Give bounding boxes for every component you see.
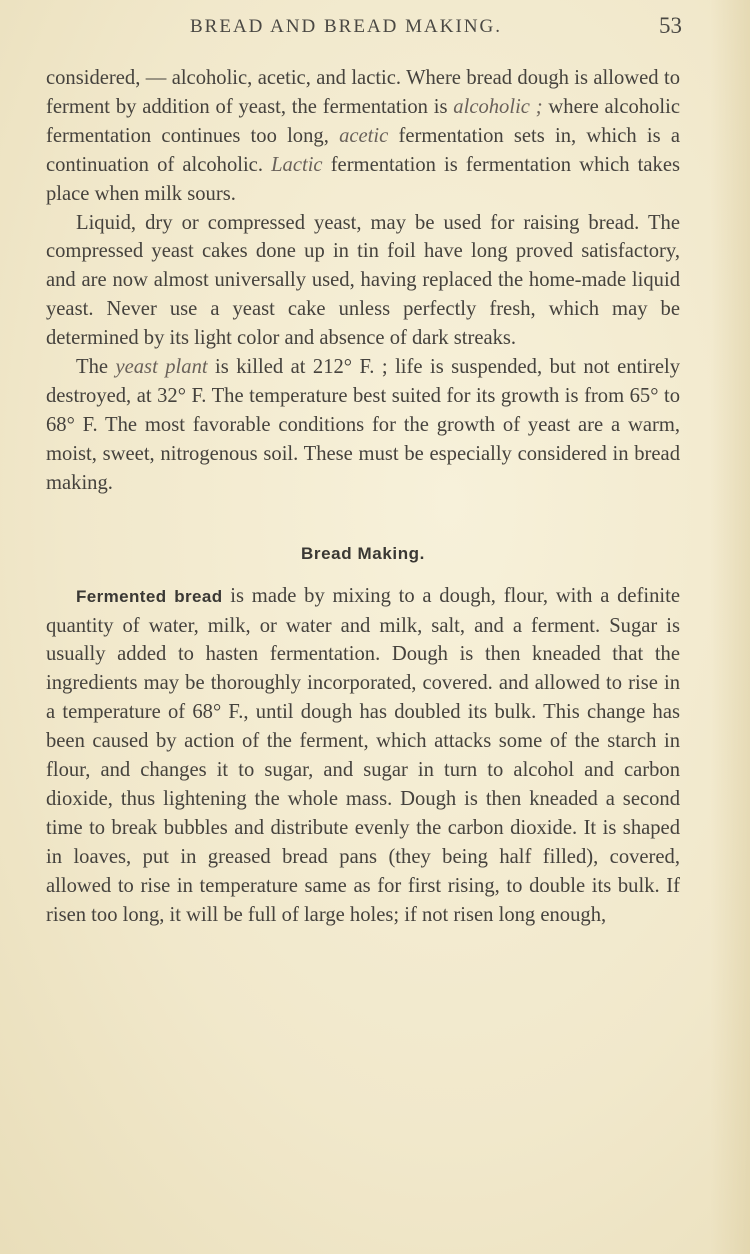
paragraph-text: is killed at 212° F. ; life is suspended, but not entirely destroyed, at 32° F. The temperature best suited for its growth is from 65° to 68° F. The most favorable conditions for the growth of yeast are a warm, moist, sweet, nitrogenous soil. These must be especially considered in bread making. <box>46 356 681 494</box>
italic-term-acetic: acetic <box>339 124 389 147</box>
page-body <box>46 64 680 929</box>
paragraph-bread-making <box>46 582 680 930</box>
paragraph-yeast-types: Liquid, dry or compressed yeast, may be used for raising bread. The compressed yeast cakes done up in tin foil have long proved satisfactory, and are now almost universally used, having replaced the home-made liquid yeast. Never use a yeast cake unless perfectly fresh, which may be determined by its light color and absence of dark streaks. <box>46 211 680 350</box>
paragraph-text: The <box>76 356 116 379</box>
running-head <box>0 12 750 46</box>
paragraph-yeast-plant <box>46 353 680 498</box>
paragraph-text: fermentation sets in, which is a continuation of alcoholic. <box>46 124 680 176</box>
paragraph-text: fermentation is fermentation which takes place when milk sours. <box>46 153 680 205</box>
page-number: 53 <box>659 13 682 38</box>
paragraph-text: where alcoholic fermentation continues too long, <box>46 95 681 147</box>
italic-term-alcoholic: alcoholic ; <box>453 95 543 118</box>
running-title: BREAD AND BREAD MAKING. <box>190 16 503 37</box>
italic-term-lactic: Lactic <box>271 153 323 176</box>
italic-term-yeast-plant: yeast plant <box>115 356 208 379</box>
lead-term-fermented-bread: Fermented bread <box>76 586 223 606</box>
paragraph-text: is made by mixing to a dough, flour, with a definite quantity of water, milk, or water and milk, salt, and a ferment. Sugar is usually added to hasten fermentation. Dough is then kneaded that the ingredients may be thoroughly incorporated, covered. and allowed to rise in a temperature of 68° F., until dough has doubled its bulk. This change has been caused by action of the ferment, which attacks some of the starch in flour, and changes it to sugar, and sugar in turn to alcohol and carbon dioxide, thus lightening the whole mass. Dough is then kneaded a second time to break bubbles and distribute evenly the carbon dioxide. It is shaped in loaves, put in greased bread pans (they being half filled), covered, allowed to rise in temperature same as for first rising, to double its bulk. If risen too long, it will be full of large holes; if not risen long enough, <box>46 584 680 926</box>
paragraph-text: considered, — alcoholic, acetic, and lactic. Where bread dough is allowed to ferment by addition of yeast, the fermentation is <box>46 67 680 118</box>
page-edge-shading <box>710 0 750 1254</box>
section-heading: Bread Making. <box>301 543 425 563</box>
paragraph-fermentation-types <box>46 64 680 209</box>
